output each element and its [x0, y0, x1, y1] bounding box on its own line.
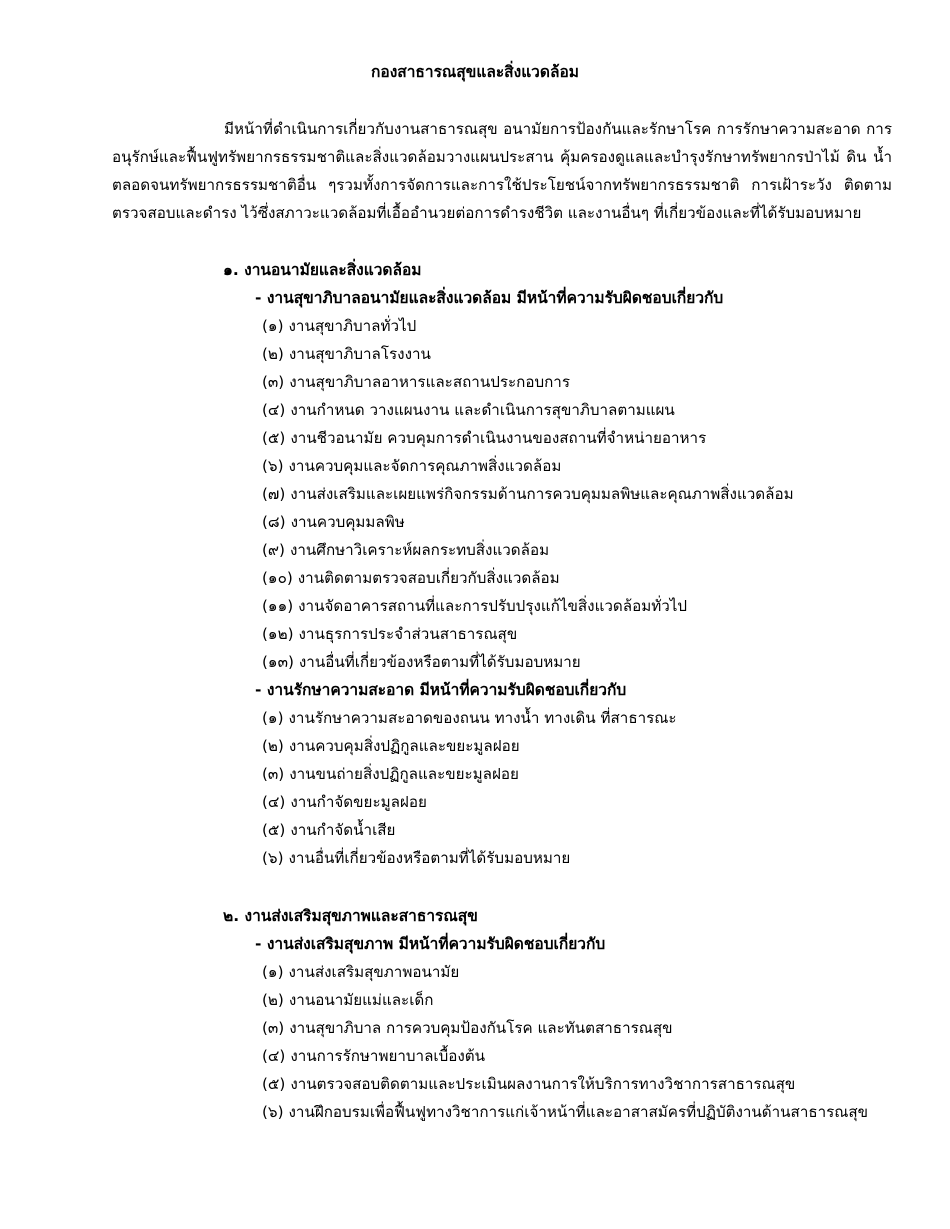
item-number: (๕) [262, 1075, 286, 1093]
duty-list [0, 312, 950, 676]
item-number: (๑๓) [262, 653, 294, 671]
list-item [0, 986, 950, 1014]
item-text: งานอื่นที่เกี่ยวข้องหรือตามที่ได้รับมอบหมาย [298, 653, 581, 671]
item-number: (๑) [262, 709, 284, 727]
section-environmental-health [0, 256, 950, 872]
section-heading: ๑. งานอนามัยและสิ่งแวดล้อม [223, 261, 422, 279]
item-number: (๖) [262, 849, 284, 867]
list-item [0, 788, 950, 816]
item-text: งานควบคุมและจัดการคุณภาพสิ่งแวดล้อม [288, 457, 562, 475]
list-item [0, 396, 950, 424]
item-text: งานธุรการประจำส่วนสาธารณสุข [298, 625, 518, 643]
list-item [0, 620, 950, 648]
list-item [0, 844, 950, 872]
duty-list [0, 704, 950, 872]
list-item [0, 1070, 950, 1098]
list-item [0, 1014, 950, 1042]
item-number: (๓) [262, 373, 285, 391]
list-item [0, 1098, 950, 1126]
duty-list [0, 958, 950, 1126]
item-text: งานสุขาภิบาลโรงงาน [288, 345, 431, 363]
subsection-heading: - งานสุขาภิบาลอนามัยและสิ่งแวดล้อม มีหน้าที่ความรับผิดชอบเกี่ยวกับ [255, 289, 724, 307]
list-item [0, 732, 950, 760]
list-item [0, 704, 950, 732]
item-number: (๔) [262, 1047, 286, 1065]
list-item [0, 368, 950, 396]
item-text: งานขนถ่ายสิ่งปฏิกูลและขยะมูลฝอย [289, 765, 519, 783]
item-number: (๒) [262, 991, 284, 1009]
list-item [0, 648, 950, 676]
item-number: (๒) [262, 345, 284, 363]
item-number: (๑๐) [262, 569, 293, 587]
item-number: (๓) [262, 765, 285, 783]
item-number: (๑๑) [262, 597, 294, 615]
subsection-heading: - งานส่งเสริมสุขภาพ มีหน้าที่ความรับผิดชอบเกี่ยวกับ [255, 935, 606, 953]
list-item [0, 452, 950, 480]
item-text: งานฝึกอบรมเพื่อฟื้นฟูทางวิชาการแก่เจ้าหน้าที่และอาสาสมัครที่ปฏิบัติงานด้านสาธารณสุข [288, 1103, 869, 1121]
list-item [0, 1042, 950, 1070]
item-text: งานสุขาภิบาลทั่วไป [288, 317, 417, 335]
item-text: งานการรักษาพยาบาลเบื้องต้น [290, 1047, 485, 1065]
item-text: งานสุขาภิบาล การควบคุมป้องกันโรค และทันตสาธารณสุข [289, 1019, 673, 1037]
list-item [0, 480, 950, 508]
item-text: งานส่งเสริมและเผยแพร่กิจกรรมด้านการควบคุมมลพิษและคุณภาพสิ่งแวดล้อม [290, 485, 794, 503]
subsection-heading: - งานรักษาความสะอาด มีหน้าที่ความรับผิดชอบเกี่ยวกับ [255, 681, 627, 699]
item-number: (๔) [262, 793, 286, 811]
item-number: (๕) [262, 429, 286, 447]
item-number: (๘) [262, 513, 286, 531]
item-number: (๖) [262, 1103, 284, 1121]
item-number: (๕) [262, 821, 286, 839]
document-title: กองสาธารณสุขและสิ่งแวดล้อม [371, 63, 579, 81]
item-text: งานกำหนด วางแผนงาน และดำเนินการสุขาภิบาลตามแผน [290, 401, 675, 419]
item-text: งานกำจัดขยะมูลฝอย [290, 793, 427, 811]
item-text: งานควบคุมมลพิษ [290, 513, 405, 531]
item-text: งานติดตามตรวจสอบเกี่ยวกับสิ่งแวดล้อม [297, 569, 560, 587]
item-text: งานส่งเสริมสุขภาพอนามัย [288, 963, 460, 981]
item-number: (๒) [262, 737, 284, 755]
item-text: งานกำจัดน้ำเสีย [290, 821, 396, 839]
list-item [0, 958, 950, 986]
item-text: งานสุขาภิบาลอาหารและสถานประกอบการ [289, 373, 570, 391]
item-number: (๖) [262, 457, 284, 475]
item-number: (๑๒) [262, 625, 294, 643]
list-item [0, 760, 950, 788]
list-item [0, 592, 950, 620]
item-text: งานรักษาความสะอาดของถนน ทางน้ำ ทางเดิน ที่สาธารณะ [288, 709, 677, 727]
list-item [0, 312, 950, 340]
list-item [0, 536, 950, 564]
item-text: งานอื่นที่เกี่ยวข้องหรือตามที่ได้รับมอบหมาย [288, 849, 571, 867]
intro-paragraph: มีหน้าที่ดำเนินการเกี่ยวกับงานสาธารณสุข อนามัยการป้องกันและรักษาโรค การรักษาความสะอาด การอนุรักษ์และฟื้นฟูทรัพยากรธรรมชาติและสิ่งแวดล้อมวางแผนประสาน คุ้มครองดูแลและบำรุงรักษาทรัพยากรป่าไม้ ดิน น้ำ ตลอดจนทรัพยากรธรรมชาติอื่น ๆรวมทั้งการจัดการและการใช้ประโยชน์จากทรัพยากรธรรมชาติ การเฝ้าระวัง ติดตาม ตรวจสอบและดำรง ไว้ซึ่งสภาวะแวดล้อมที่เอื้ออำนวยต่อการดำรงชีวิต และงานอื่นๆ ที่เกี่ยวข้องและที่ได้รับมอบหมาย [112, 120, 892, 222]
item-number: (๗) [262, 485, 286, 503]
item-number: (๑) [262, 963, 284, 981]
item-number: (๑) [262, 317, 284, 335]
item-text: งานตรวจสอบติดตามและประเมินผลงานการให้บริการทางวิชาการสาธารณสุข [290, 1075, 796, 1093]
item-number: (๙) [262, 541, 285, 559]
section-health-promotion [0, 902, 950, 1126]
item-text: งานศึกษาวิเคราะห์ผลกระทบสิ่งแวดล้อม [289, 541, 550, 559]
item-text: งานจัดอาคารสถานที่และการปรับปรุงแก้ไขสิ่งแวดล้อมทั่วไป [298, 597, 688, 615]
list-item [0, 564, 950, 592]
list-item [0, 340, 950, 368]
list-item [0, 508, 950, 536]
item-number: (๔) [262, 401, 286, 419]
item-text: งานอนามัยแม่และเด็ก [288, 991, 434, 1009]
item-text: งานชีวอนามัย ควบคุมการดำเนินงานของสถานที่จำหน่ายอาหาร [290, 429, 707, 447]
item-number: (๓) [262, 1019, 285, 1037]
section-heading: ๒. งานส่งเสริมสุขภาพและสาธารณสุข [223, 907, 478, 925]
list-item [0, 424, 950, 452]
item-text: งานควบคุมสิ่งปฏิกูลและขยะมูลฝอย [288, 737, 520, 755]
list-item [0, 816, 950, 844]
